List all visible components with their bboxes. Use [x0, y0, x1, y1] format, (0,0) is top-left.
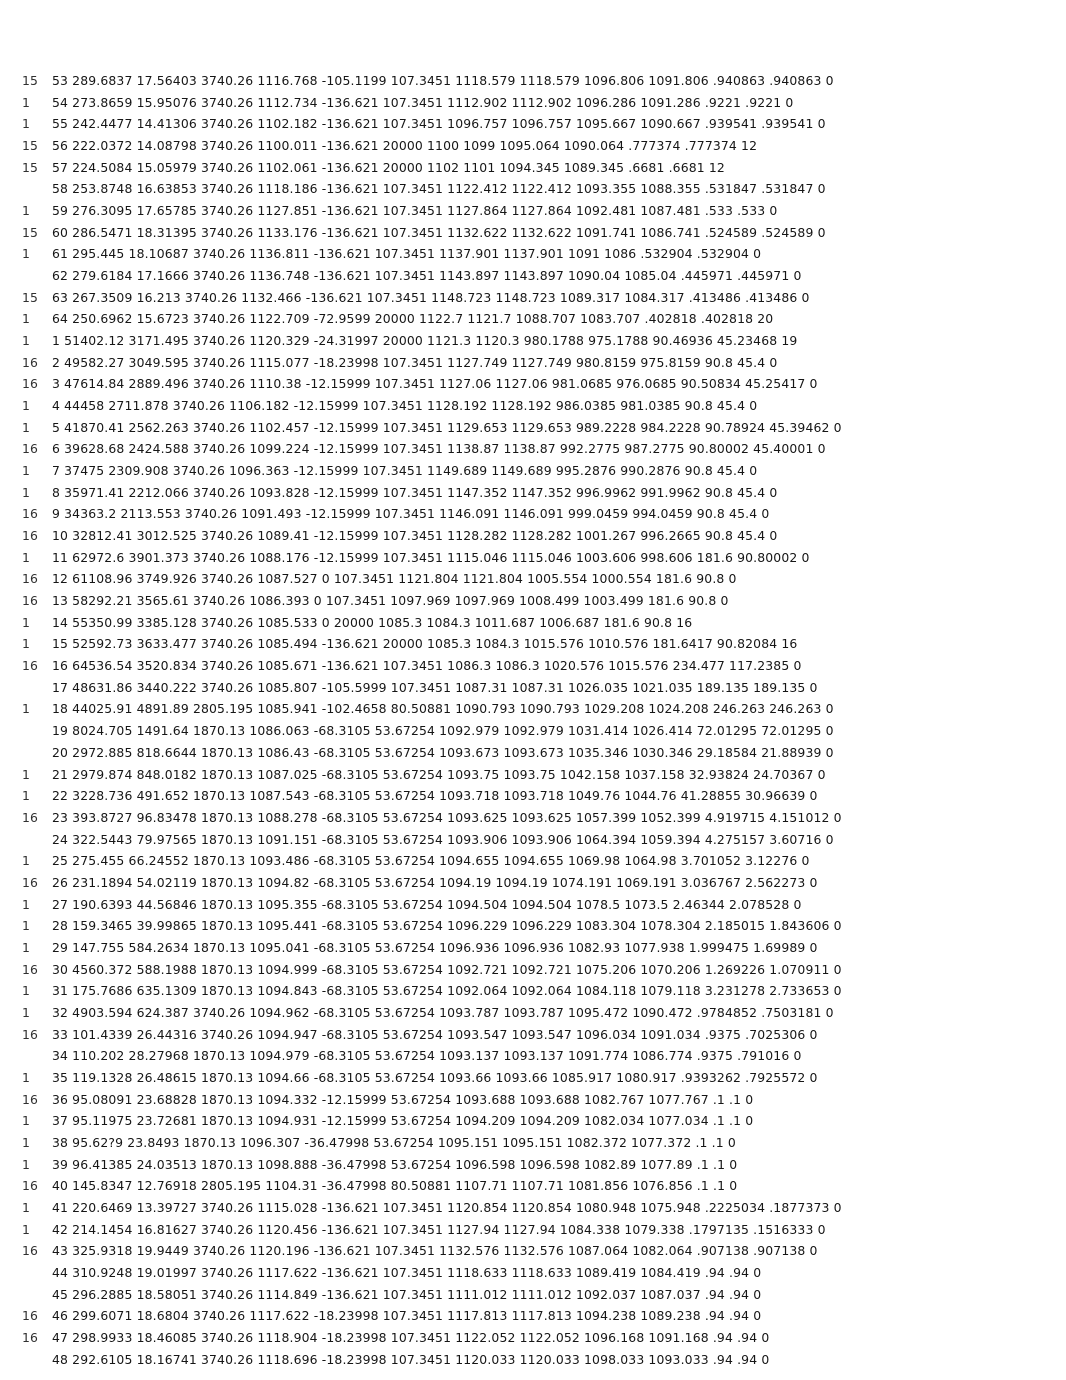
table-row — [22, 330, 1052, 352]
row-values: 15 52592.73 3633.477 3740.26 1085.494 -136.621 20000 1085.3 1084.3 1015.576 1010.576 181.6417 90.82084 16 — [52, 636, 798, 652]
row-values: 25 275.455 66.24552 1870.13 1093.486 -68.3105 53.67254 1094.655 1094.655 1069.98 1064.98 3.701052 3.12276 0 — [52, 853, 810, 869]
row-values: 21 2979.874 848.0182 1870.13 1087.025 -68.3105 53.67254 1093.75 1093.75 1042.158 1037.158 32.93824 24.70367 0 — [52, 766, 826, 782]
table-row — [22, 872, 1052, 894]
row-values: 2 49582.27 3049.595 3740.26 1115.077 -18.23998 107.3451 1127.749 1127.749 980.8159 975.8159 90.8 45.4 0 — [52, 354, 778, 370]
row-values: 46 299.6071 18.6804 3740.26 1117.622 -18.23998 107.3451 1117.813 1117.813 1094.238 1089.238 .94 .94 0 — [52, 1308, 762, 1324]
row-margin-number: 16 — [22, 506, 39, 522]
table-row — [22, 742, 1052, 764]
table-row — [22, 915, 1052, 937]
row-values: 13 58292.21 3565.61 3740.26 1086.393 0 107.3451 1097.969 1097.969 1008.499 1003.499 181.6 90.8 0 — [52, 593, 729, 609]
row-margin-number: 1 — [22, 766, 31, 782]
table-row — [22, 1327, 1052, 1349]
table-row — [22, 222, 1052, 244]
row-margin-number: 16 — [22, 1329, 39, 1345]
table-row — [22, 1045, 1052, 1067]
row-margin-number: 1 — [22, 636, 31, 652]
row-values: 64 250.6962 15.6723 3740.26 1122.709 -72.9599 20000 1122.7 1121.7 1088.707 1083.707 .402818 .402818 20 — [52, 311, 774, 327]
row-margin-number: 16 — [22, 961, 39, 977]
table-row — [22, 1197, 1052, 1219]
row-values: 4 44458 2711.878 3740.26 1106.182 -12.15999 107.3451 1128.192 1128.192 986.0385 981.0385 90.8 45.4 0 — [52, 398, 758, 414]
row-values: 18 44025.91 4891.89 2805.195 1085.941 -102.4658 80.50881 1090.793 1090.793 1029.208 1024.208 246.263 246.263 0 — [52, 701, 834, 717]
row-margin-number: 15 — [22, 289, 39, 305]
table-row — [22, 959, 1052, 981]
row-margin-number: 1 — [22, 333, 31, 349]
table-row — [22, 829, 1052, 851]
row-margin-number: 15 — [22, 138, 39, 154]
row-values: 53 289.6837 17.56403 3740.26 1116.768 -105.1199 107.3451 1118.579 1118.579 1096.806 1091.806 .940863 .940863 0 — [52, 73, 834, 88]
row-margin-number: 16 — [22, 571, 39, 587]
table-row — [22, 698, 1052, 720]
table-row — [22, 525, 1052, 547]
row-margin-number: 16 — [22, 441, 39, 457]
table-row — [22, 1284, 1052, 1306]
table-row — [22, 1305, 1052, 1327]
row-values: 38 95.62?9 23.8493 1870.13 1096.307 -36.47998 53.67254 1095.151 1095.151 1082.372 1077.372 .1 .1 0 — [52, 1134, 736, 1150]
row-values: 55 242.4477 14.41306 3740.26 1102.182 -136.621 107.3451 1096.757 1096.757 1095.667 1090.667 .939541 .939541 0 — [52, 116, 826, 132]
table-row — [22, 1262, 1052, 1284]
row-values: 22 3228.736 491.652 1870.13 1087.543 -68.3105 53.67254 1093.718 1093.718 1049.76 1044.76 41.28855 30.96639 0 — [52, 788, 818, 804]
row-values: 29 147.755 584.2634 1870.13 1095.041 -68.3105 53.67254 1096.936 1096.936 1082.93 1077.938 1.999475 1.69989 0 — [52, 939, 818, 955]
row-values: 3 47614.84 2889.496 3740.26 1110.38 -12.15999 107.3451 1127.06 1127.06 981.0685 976.0685 90.50834 45.25417 0 — [52, 376, 818, 392]
data-table — [22, 70, 1052, 1370]
table-row — [22, 1089, 1052, 1111]
row-margin-number: 1 — [22, 1004, 31, 1020]
table-row — [22, 1132, 1052, 1154]
table-row — [22, 850, 1052, 872]
row-margin-number: 1 — [22, 939, 31, 955]
table-row — [22, 1154, 1052, 1176]
row-values: 7 37475 2309.908 3740.26 1096.363 -12.15999 107.3451 1149.689 1149.689 995.2876 990.2876 90.8 45.4 0 — [52, 463, 758, 479]
row-margin-number: 1 — [22, 549, 31, 565]
row-values: 35 119.1328 26.48615 1870.13 1094.66 -68.3105 53.67254 1093.66 1093.66 1085.917 1080.917 .9393262 .7925572 0 — [52, 1069, 818, 1085]
table-row — [22, 612, 1052, 634]
table-row — [22, 590, 1052, 612]
row-margin-number: 15 — [22, 159, 39, 175]
row-values: 19 8024.705 1491.64 1870.13 1086.063 -68.3105 53.67254 1092.979 1092.979 1031.414 1026.414 72.01295 72.01295 0 — [52, 723, 834, 739]
row-values: 24 322.5443 79.97565 1870.13 1091.151 -68.3105 53.67254 1093.906 1093.906 1064.394 1059.394 4.275157 3.60716 0 — [52, 831, 834, 847]
table-row — [22, 200, 1052, 222]
row-values: 28 159.3465 39.99865 1870.13 1095.441 -68.3105 53.67254 1096.229 1096.229 1083.304 1078.304 2.185015 1.843606 0 — [52, 918, 842, 934]
row-margin-number: 1 — [22, 246, 31, 262]
row-values: 62 279.6184 17.1666 3740.26 1136.748 -136.621 107.3451 1143.897 1143.897 1090.04 1085.04 .445971 .445971 0 — [52, 268, 802, 284]
row-values: 36 95.08091 23.68828 1870.13 1094.332 -12.15999 53.67254 1093.688 1093.688 1082.767 1077.767 .1 .1 0 — [52, 1091, 754, 1107]
row-values: 20 2972.885 818.6644 1870.13 1086.43 -68.3105 53.67254 1093.673 1093.673 1035.346 1030.346 29.18584 21.88939 0 — [52, 744, 834, 760]
table-row — [22, 894, 1052, 916]
row-values: 60 286.5471 18.31395 3740.26 1133.176 -136.621 107.3451 1132.622 1132.622 1091.741 1086.741 .524589 .524589 0 — [52, 224, 826, 240]
table-row — [22, 1110, 1052, 1132]
row-margin-number: 1 — [22, 853, 31, 869]
row-margin-number: 16 — [22, 1026, 39, 1042]
table-row — [22, 373, 1052, 395]
row-margin-number: 16 — [22, 809, 39, 825]
row-values: 26 231.1894 54.02119 1870.13 1094.82 -68.3105 53.67254 1094.19 1094.19 1074.191 1069.191 3.036767 2.562273 0 — [52, 874, 818, 890]
row-margin-number: 16 — [22, 1243, 39, 1259]
table-row — [22, 178, 1052, 200]
table-row — [22, 568, 1052, 590]
row-values: 47 298.9933 18.46085 3740.26 1118.904 -18.23998 107.3451 1122.052 1122.052 1096.168 1091.168 .94 .94 0 — [52, 1329, 770, 1345]
row-values: 16 64536.54 3520.834 3740.26 1085.671 -136.621 107.3451 1086.3 1086.3 1020.576 1015.576 234.477 117.2385 0 — [52, 658, 802, 674]
table-row — [22, 135, 1052, 157]
table-row — [22, 633, 1052, 655]
row-values: 48 292.6105 18.16741 3740.26 1118.696 -18.23998 107.3451 1120.033 1120.033 1098.033 1093.033 .94 .94 0 — [52, 1351, 770, 1367]
row-margin-number: 1 — [22, 203, 31, 219]
row-margin-number: 1 — [22, 1069, 31, 1085]
table-row — [22, 417, 1052, 439]
row-margin-number: 1 — [22, 398, 31, 414]
row-values: 42 214.1454 16.81627 3740.26 1120.456 -136.621 107.3451 1127.94 1127.94 1084.338 1079.338 .1797135 .1516333 0 — [52, 1221, 826, 1237]
row-margin-number: 16 — [22, 593, 39, 609]
row-margin-number: 1 — [22, 311, 31, 327]
table-row — [22, 937, 1052, 959]
table-row — [22, 265, 1052, 287]
row-values: 10 32812.41 3012.525 3740.26 1089.41 -12.15999 107.3451 1128.282 1128.282 1001.267 996.2665 90.8 45.4 0 — [52, 528, 778, 544]
table-row — [22, 764, 1052, 786]
row-margin-number: 1 — [22, 1113, 31, 1129]
table-row — [22, 92, 1052, 114]
row-values: 32 4903.594 624.387 3740.26 1094.962 -68.3105 53.67254 1093.787 1093.787 1095.472 1090.472 .9784852 .7503181 0 — [52, 1004, 834, 1020]
row-margin-number: 1 — [22, 701, 31, 717]
table-row — [22, 503, 1052, 525]
table-row — [22, 1349, 1052, 1371]
table-row — [22, 677, 1052, 699]
row-margin-number: 1 — [22, 463, 31, 479]
row-values: 58 253.8748 16.63853 3740.26 1118.186 -136.621 107.3451 1122.412 1122.412 1093.355 1088.355 .531847 .531847 0 — [52, 181, 826, 197]
row-values: 30 4560.372 588.1988 1870.13 1094.999 -68.3105 53.67254 1092.721 1092.721 1075.206 1070.206 1.269226 1.070911 0 — [52, 961, 842, 977]
row-values: 33 101.4339 26.44316 3740.26 1094.947 -68.3105 53.67254 1093.547 1093.547 1096.034 1091.034 .9375 .7025306 0 — [52, 1026, 818, 1042]
row-margin-number: 15 — [22, 224, 39, 240]
row-values: 59 276.3095 17.65785 3740.26 1127.851 -136.621 107.3451 1127.864 1127.864 1092.481 1087.481 .533 .533 0 — [52, 203, 778, 219]
row-values: 23 393.8727 96.83478 1870.13 1088.278 -68.3105 53.67254 1093.625 1093.625 1057.399 1052.399 4.919715 4.151012 0 — [52, 809, 842, 825]
row-values: 37 95.11975 23.72681 1870.13 1094.931 -12.15999 53.67254 1094.209 1094.209 1082.034 1077.034 .1 .1 0 — [52, 1113, 754, 1129]
row-margin-number: 1 — [22, 614, 31, 630]
row-margin-number: 16 — [22, 874, 39, 890]
row-margin-number: 1 — [22, 1134, 31, 1150]
row-values: 27 190.6393 44.56846 1870.13 1095.355 -68.3105 53.67254 1094.504 1094.504 1078.5 1073.5 2.46344 2.078528 0 — [52, 896, 802, 912]
row-margin-number: 16 — [22, 376, 39, 392]
table-row — [22, 1024, 1052, 1046]
row-values: 14 55350.99 3385.128 3740.26 1085.533 0 20000 1085.3 1084.3 1011.687 1006.687 181.6 90.8 16 — [52, 614, 693, 630]
row-values: 8 35971.41 2212.066 3740.26 1093.828 -12.15999 107.3451 1147.352 1147.352 996.9962 991.9962 90.8 45.4 0 — [52, 484, 778, 500]
table-row — [22, 308, 1052, 330]
row-values: 31 175.7686 635.1309 1870.13 1094.843 -68.3105 53.67254 1092.064 1092.064 1084.118 1079.118 3.231278 2.733653 0 — [52, 983, 842, 999]
table-row — [22, 287, 1052, 309]
table-row — [22, 1219, 1052, 1241]
row-values: 34 110.202 28.27968 1870.13 1094.979 -68.3105 53.67254 1093.137 1093.137 1091.774 1086.774 .9375 .791016 0 — [52, 1048, 802, 1064]
row-values: 63 267.3509 16.213 3740.26 1132.466 -136.621 107.3451 1148.723 1148.723 1089.317 1084.317 .413486 .413486 0 — [52, 289, 810, 305]
row-values: 9 34363.2 2113.553 3740.26 1091.493 -12.15999 107.3451 1146.091 1146.091 999.0459 994.0459 90.8 45.4 0 — [52, 506, 770, 522]
table-row — [22, 1240, 1052, 1262]
row-margin-number: 1 — [22, 116, 31, 132]
row-values: 43 325.9318 19.9449 3740.26 1120.196 -136.621 107.3451 1132.576 1132.576 1087.064 1082.064 .907138 .907138 0 — [52, 1243, 818, 1259]
table-row — [22, 1175, 1052, 1197]
table-row — [22, 395, 1052, 417]
row-values: 12 61108.96 3749.926 3740.26 1087.527 0 107.3451 1121.804 1121.804 1005.554 1000.554 181.6 90.8 0 — [52, 571, 737, 587]
table-row — [22, 547, 1052, 569]
row-margin-number: 1 — [22, 788, 31, 804]
table-row — [22, 720, 1052, 742]
row-values: 1 51402.12 3171.495 3740.26 1120.329 -24.31997 20000 1121.3 1120.3 980.1788 975.1788 90.46936 45.23468 19 — [52, 333, 798, 349]
row-margin-number: 16 — [22, 1091, 39, 1107]
row-values: 57 224.5084 15.05979 3740.26 1102.061 -136.621 20000 1102 1101 1094.345 1089.345 .6681 .6681 12 — [52, 159, 725, 175]
row-values: 17 48631.86 3440.222 3740.26 1085.807 -105.5999 107.3451 1087.31 1087.31 1026.035 1021.035 189.135 189.135 0 — [52, 679, 818, 695]
row-margin-number: 1 — [22, 983, 31, 999]
row-values: 6 39628.68 2424.588 3740.26 1099.224 -12.15999 107.3451 1138.87 1138.87 992.2775 987.2775 90.80002 45.40001 0 — [52, 441, 826, 457]
row-margin-number: 16 — [22, 1308, 39, 1324]
row-margin-number: 1 — [22, 918, 31, 934]
row-margin-number: 16 — [22, 1178, 39, 1194]
row-values: 11 62972.6 3901.373 3740.26 1088.176 -12.15999 107.3451 1115.046 1115.046 1003.606 998.606 181.6 90.80002 0 — [52, 549, 810, 565]
row-values: 41 220.6469 13.39727 3740.26 1115.028 -136.621 107.3451 1120.854 1120.854 1080.948 1075.948 .2225034 .1877373 0 — [52, 1199, 842, 1215]
table-row — [22, 482, 1052, 504]
row-margin-number: 16 — [22, 528, 39, 544]
row-values: 5 41870.41 2562.263 3740.26 1102.457 -12.15999 107.3451 1129.653 1129.653 989.2228 984.2228 90.78924 45.39462 0 — [52, 419, 842, 435]
table-row — [22, 243, 1052, 265]
row-margin-number: 15 — [22, 73, 39, 88]
table-row — [22, 785, 1052, 807]
row-margin-number: 16 — [22, 658, 39, 674]
row-values: 54 273.8659 15.95076 3740.26 1112.734 -136.621 107.3451 1112.902 1112.902 1096.286 1091.286 .9221 .9221 0 — [52, 94, 794, 110]
row-margin-number: 1 — [22, 1199, 31, 1215]
table-row — [22, 980, 1052, 1002]
row-margin-number: 1 — [22, 94, 31, 110]
table-row — [22, 157, 1052, 179]
row-margin-number: 1 — [22, 1221, 31, 1237]
row-values: 56 222.0372 14.08798 3740.26 1100.011 -136.621 20000 1100 1099 1095.064 1090.064 .777374 .777374 12 — [52, 138, 758, 154]
row-values: 45 296.2885 18.58051 3740.26 1114.849 -136.621 107.3451 1111.012 1111.012 1092.037 1087.037 .94 .94 0 — [52, 1286, 762, 1302]
table-row — [22, 655, 1052, 677]
row-values: 39 96.41385 24.03513 1870.13 1098.888 -36.47998 53.67254 1096.598 1096.598 1082.89 1077.89 .1 .1 0 — [52, 1156, 738, 1172]
row-margin-number: 1 — [22, 1156, 31, 1172]
table-row — [22, 438, 1052, 460]
table-row — [22, 460, 1052, 482]
row-values: 44 310.9248 19.01997 3740.26 1117.622 -136.621 107.3451 1118.633 1118.633 1089.419 1084.419 .94 .94 0 — [52, 1264, 762, 1280]
row-values: 61 295.445 18.10687 3740.26 1136.811 -136.621 107.3451 1137.901 1137.901 1091 1086 .532904 .532904 0 — [52, 246, 762, 262]
row-margin-number: 16 — [22, 354, 39, 370]
table-row — [22, 70, 1052, 92]
table-row — [22, 113, 1052, 135]
table-row — [22, 807, 1052, 829]
row-values: 40 145.8347 12.76918 2805.195 1104.31 -36.47998 80.50881 1107.71 1107.71 1081.856 1076.856 .1 .1 0 — [52, 1178, 738, 1194]
row-margin-number: 1 — [22, 484, 31, 500]
table-row — [22, 352, 1052, 374]
table-row — [22, 1002, 1052, 1024]
table-row — [22, 1067, 1052, 1089]
row-margin-number: 1 — [22, 896, 31, 912]
row-margin-number: 1 — [22, 419, 31, 435]
